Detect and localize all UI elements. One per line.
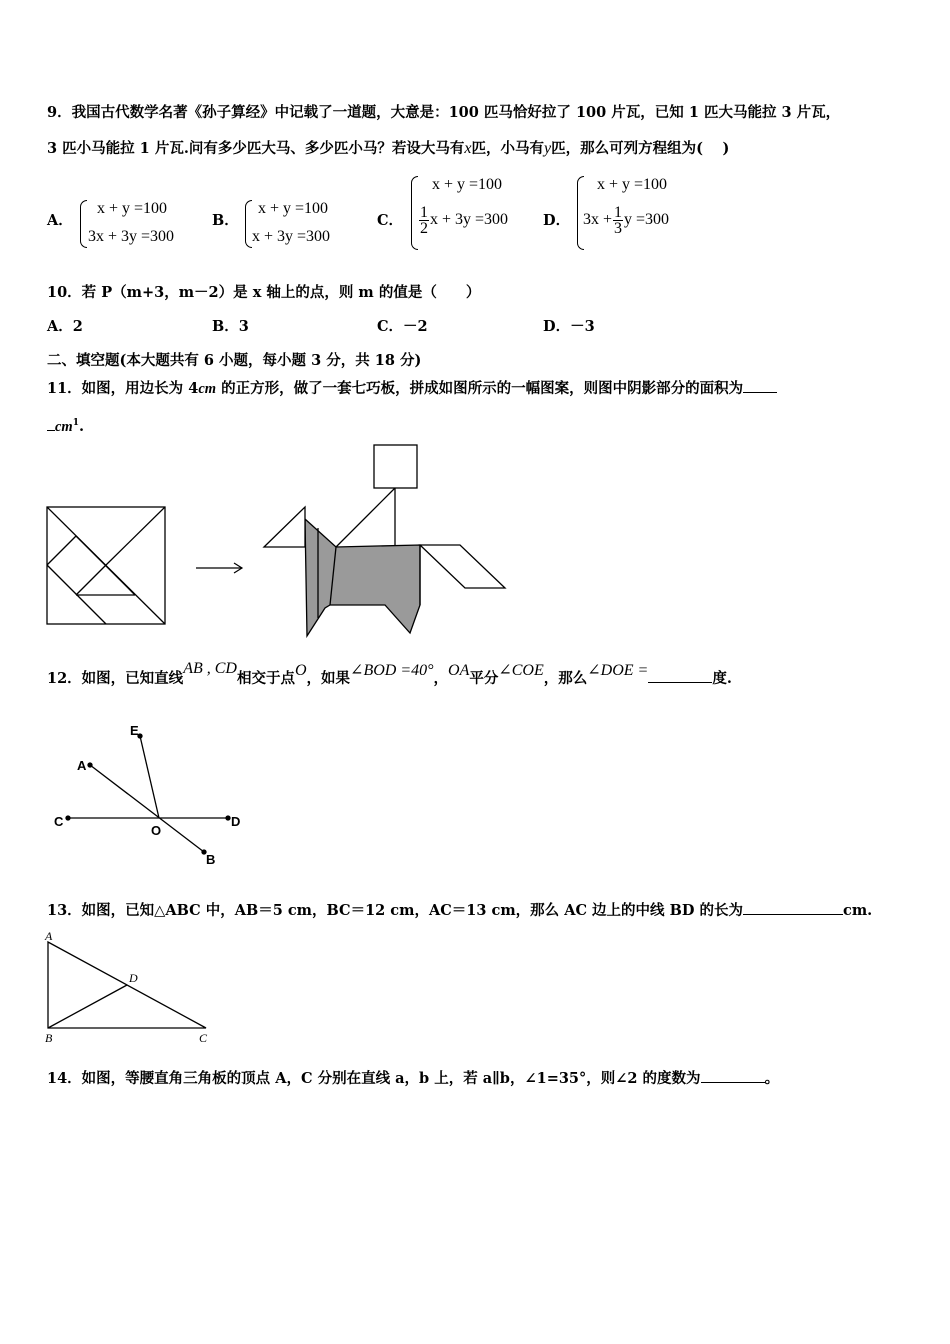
q9-option-c-eq1: x + y =100 bbox=[432, 176, 503, 193]
q11-line2: $cm^1$. bbox=[47, 414, 84, 436]
q11-line1: 11．如图，用边长为 4cm 的正方形，做了一套七巧板，拼成如图所示的一幅图案，则图中阴影部分的面积为 bbox=[47, 378, 777, 398]
q9-option-c-label: C． bbox=[377, 212, 404, 229]
label-d: D bbox=[231, 814, 241, 829]
label-a: A bbox=[77, 758, 87, 773]
q10-option-b: B．3 bbox=[212, 318, 249, 335]
q9-option-a-eq2: 3x + 3y =300 bbox=[88, 228, 175, 245]
q10-option-c: C．－2 bbox=[377, 318, 428, 335]
q9-option-b-eq2: x + 3y =300 bbox=[252, 228, 331, 245]
label-c: C bbox=[54, 814, 64, 829]
q9-option-a-eq1: x + y =100 bbox=[97, 200, 168, 217]
median-bd bbox=[48, 985, 127, 1028]
label-b: B bbox=[45, 1031, 53, 1045]
q13-stem: 13．如图，已知△ABC 中，AB＝5 cm，BC＝12 cm，AC＝13 cm，那么 AC 边上的中线 BD 的长为 cm. bbox=[47, 902, 873, 919]
q9-option-d-eq1: x + y =100 bbox=[597, 176, 668, 193]
q10-stem: 10．若 P（m+3，m－2）是 x 轴上的点，则 m 的值是（ ） bbox=[47, 284, 481, 301]
label-o: O bbox=[151, 823, 162, 838]
q9-option-b-eq1: x + y =100 bbox=[258, 200, 329, 217]
q9-option-b-label: B． bbox=[212, 212, 239, 229]
q9-option-c-fraction: $\frac{1}{2}$ bbox=[420, 204, 428, 237]
q9-line2: 3 匹小马能拉 1 片瓦.问有多少匹大马、多少匹小马？若设大马有x匹，小马有y匹，那么可列方程组为( ) bbox=[47, 140, 730, 157]
q9-option-c-eq2: $\frac{1}{2}$ x + 3y =300 bbox=[420, 204, 509, 237]
q9-option-d-eq2: 3x + $\frac{1}{3}$ y =300 bbox=[583, 204, 670, 237]
q9-option-d-label: D． bbox=[543, 212, 571, 229]
section-title: 二、填空题(本大题共有 6 小题，每小题 3 分，共 18 分) bbox=[47, 352, 422, 369]
label-a: A bbox=[45, 929, 53, 943]
q14-answer-blank[interactable] bbox=[701, 1068, 765, 1083]
q9-line1: 9．我国古代数学名著《孙子算经》中记载了一道题，大意是：100 匹马恰好拉了 100 片瓦，已知 1 匹大马能拉 3 片瓦， bbox=[47, 104, 841, 121]
label-e: E bbox=[130, 723, 139, 738]
label-c: C bbox=[199, 1031, 208, 1045]
q14-stem: 14．如图，等腰直角三角板的顶点 A，C 分别在直线 a，b 上，若 a∥b，∠1=35°，则∠2 的度数为 。 bbox=[47, 1070, 780, 1087]
q9-option-d-fraction: $\frac{1}{3}$ bbox=[614, 204, 623, 237]
label-b: B bbox=[206, 852, 216, 867]
label-d: D bbox=[129, 971, 138, 985]
q10-option-a: A．2 bbox=[47, 318, 83, 335]
q9-option-a-label: A． bbox=[47, 212, 73, 229]
q12-stem: 12．如图，已知直线AB , CD相交于点O，如果∠BOD =40°，OA平分∠COE，那么∠DOE = 度. bbox=[47, 660, 732, 687]
q10-option-d: D．－3 bbox=[543, 318, 595, 335]
